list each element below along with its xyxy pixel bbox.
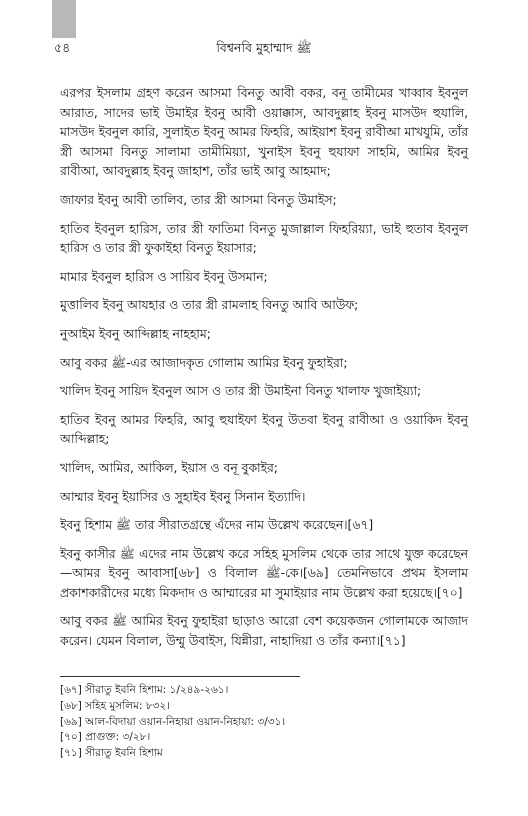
paragraph: খালিদ, আমির, আকিল, ইয়াস ও বনূ বুকাইর;	[60, 460, 278, 475]
paragraph: ইবনু হিশাম ﷺ তার সীরাতগ্রন্থে এঁদের নাম উল্লেখ করেছেন।[৬৭]	[60, 518, 374, 533]
paragraph: ইবনু কাসীর ﷺ এদের নাম উল্লেখ করে সহিহ মুসলিম থেকে তার সাথে যুক্ত করেছেন—আমর ইবনু আবাসা[৬৮] ও বিলাল ﷺ-কে।[৬৯] তেমনিভাবে প্রথম ইসলাম প্রকাশকারীদের মধ্যে মিকদাদ ও আম্মারের মা সুমাইয়ার নাম উল্লেখ করা হয়েছে।[৭০]	[60, 546, 468, 600]
body-text	[60, 84, 468, 661]
footnote: [৬৭] সীরাতু ইবনি হিশাম: ১/২৪৯-২৬১।	[60, 684, 229, 696]
paragraph: আম্মার ইবনু ইয়াসির ও সুহাইব ইবনু সিনান ইত্যাদি।	[60, 489, 306, 504]
footnote: [৭০] প্রাগুক্ত: ৩/২৮।	[60, 731, 151, 744]
page-header	[54, 40, 474, 60]
paragraph: মুত্তালিব ইবনু আযহার ও তার স্ত্রী রামলাহ বিনতু আবি আউফ;	[60, 298, 359, 313]
page-number: ৫৪	[54, 40, 71, 55]
paragraph: খালিদ ইবনু সায়িদ ইবনুল আস ও তার স্ত্রী উমাইনা বিনতু খালাফ খুজাইয়্যা;	[60, 384, 422, 399]
paragraph: জাফার ইবনু আবী তালিব, তার স্ত্রী আসমা বিনতু উমাইস;	[60, 192, 337, 207]
footnote: [৭১] সীরাতু ইবনি হিশাম	[60, 747, 163, 760]
footnotes	[60, 683, 468, 762]
running-title: বিশ্বনবি মুহাম্মাদ ﷺ	[216, 40, 312, 55]
paragraph: আবু বকর ﷺ আমির ইবনু ফুহাইরা ছাড়াও আরো বেশ কয়েকজন গোলামকে আজাদ করেন। যেমন বিলাল, উম্মু উবাইস, যিন্নীরা, নাহাদিয়া ও তাঁর কন্যা।[৭১]	[60, 614, 468, 649]
paragraph: এরপর ইসলাম গ্রহণ করেন আসমা বিনতু আবী বকর, বনূ তামীমের খাব্বাব ইবনুল আরাত, সাদের ভাই উমাইর ইবনু আবী ওয়াক্কাস, আবদুল্লাহ ইবনু মাসউদ হুযালি, মাসউদ ইবনুল কারি, সুলাইত ইবনু আমর ফিহরি, আইয়াশ ইবনু রাবীআ মাখযুমি, তাঁর স্ত্রী আসমা বিনতু সালামা তামীমিয়্যা, খুনাইস ইবনু হুযাফা সাহমি, আমির ইবনু রাবীআ, আবদুল্লাহ ইবনু জাহাশ, তাঁর ভাই আবু আহমাদ;	[60, 86, 468, 179]
footnote: [৬৮] সহিহ মুসলিম: ৮৩২।	[60, 699, 171, 712]
paragraph: হাতিব ইবনুল হারিস, তার স্ত্রী ফাতিমা বিনতু মুজাল্লাল ফিহরিয়্যা, ভাই হুতাব ইবনুল হারিস ও তার স্ত্রী ফুকাইহা বিনতু ইয়াসার;	[60, 221, 468, 256]
footnote-divider	[60, 676, 300, 677]
paragraph: মামার ইবনুল হারিস ও সায়িব ইবনু উসমান;	[60, 269, 268, 284]
page-tab-mark	[52, 0, 76, 38]
paragraph: নুআইম ইবনু আব্দিল্লাহ নাহহাম;	[60, 326, 211, 341]
paragraph: হাতিব ইবনু আমর ফিহরি, আবু হুযাইফা ইবনু উতবা ইবনু রাবীআ ও ওয়াকিদ ইবনু আব্দিল্লাহ;	[60, 412, 468, 447]
paragraph: আবু বকর ﷺ-এর আজাদকৃত গোলাম আমির ইবনু ফুহাইরা;	[60, 355, 348, 370]
footnote: [৬৯] আল-বিদায়া ওয়ান-নিহায়া ওয়ান-নিহায়া: ৩/৩১।	[60, 715, 286, 728]
